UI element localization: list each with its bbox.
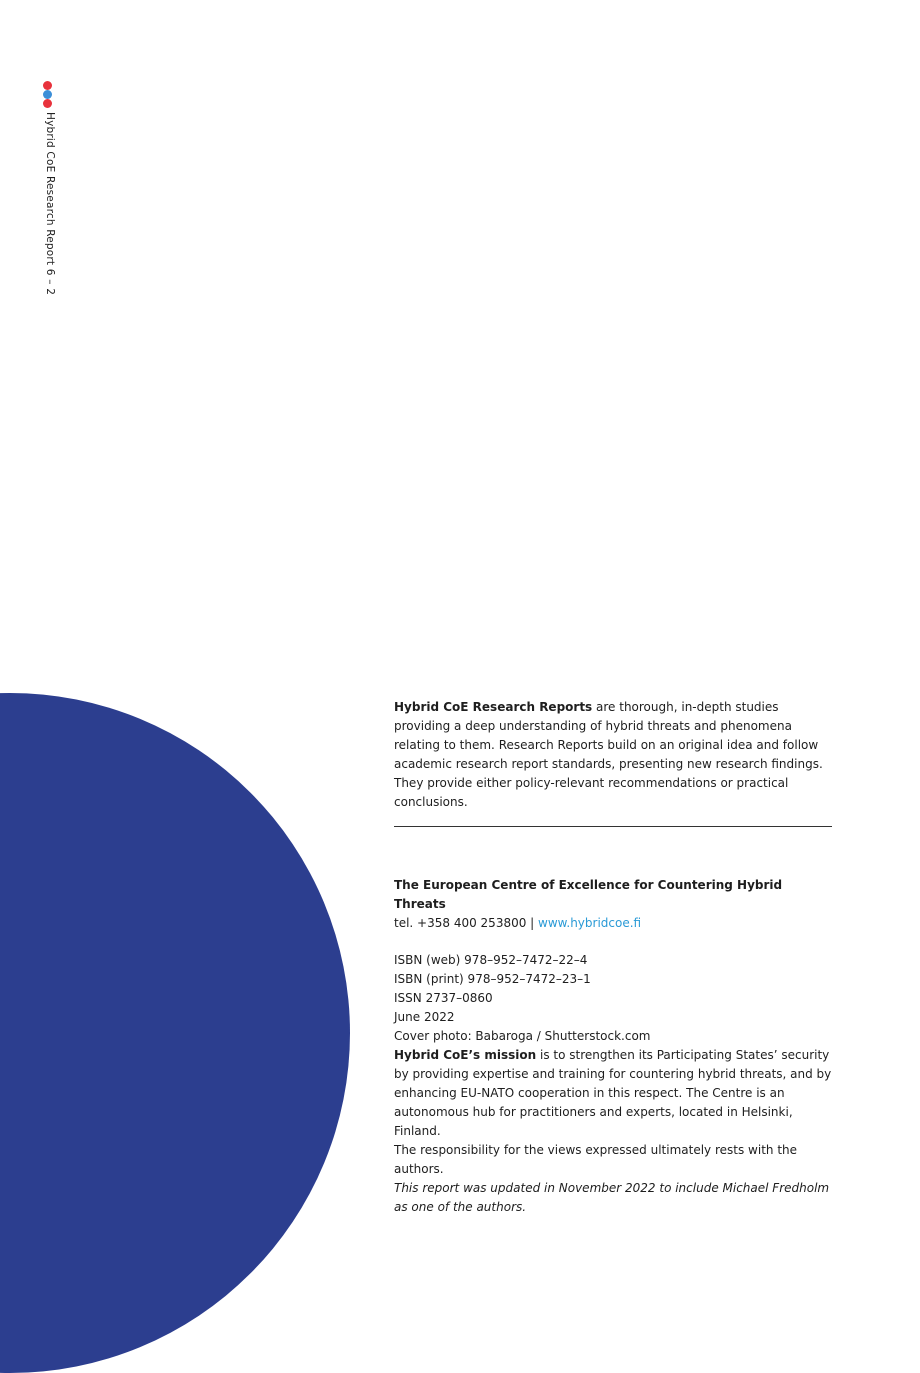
intro-paragraph bbox=[394, 698, 834, 812]
side-report-label: Hybrid CoE Research Report 6 – 2 bbox=[44, 112, 56, 296]
colophon bbox=[394, 698, 834, 1217]
responsibility-statement: The responsibility for the views expressed ultimately rests with the authors. bbox=[394, 1143, 798, 1176]
website-link[interactable]: www.hybridcoe.fi bbox=[538, 916, 642, 930]
cover-photo-credit: Cover photo: Babaroga / Shutterstock.com bbox=[394, 1029, 651, 1043]
mission-paragraph bbox=[394, 1046, 834, 1141]
update-note: This report was updated in November 2022 to include Michael Fredholm as one of the authors. bbox=[394, 1181, 830, 1214]
isbn-print: ISBN (print) 978–952–7472–23–1 bbox=[394, 972, 591, 986]
decorative-circle bbox=[0, 693, 350, 1373]
isbn-web: ISBN (web) 978–952–7472–22–4 bbox=[394, 953, 588, 967]
organization-name: The European Centre of Excellence for Countering Hybrid Threats bbox=[394, 878, 783, 911]
red-dot-icon bbox=[43, 81, 52, 90]
mission-text: is to strengthen its Participating States’ security by providing expertise and training for countering hybrid threats, and by enhancing EU-NATO cooperation in this respect. The Centre is an autonomous hub for practitioners and experts, located in Helsinki, Finland. bbox=[394, 1048, 832, 1138]
intro-text: are thorough, in-depth studies providing a deep understanding of hybrid threats and phenomena relating to them. Research Reports build on an original idea and follow academic research report standards, presenting new research findings. They provide either policy-relevant recommendations or practical conclusions. bbox=[394, 700, 823, 809]
mission-bold-lead: Hybrid CoE’s mission bbox=[394, 1048, 537, 1062]
divider bbox=[394, 826, 832, 827]
telephone: tel. +358 400 253800 | bbox=[394, 916, 539, 930]
contact-line bbox=[394, 914, 834, 933]
organization-block bbox=[394, 876, 834, 933]
blue-dot-icon bbox=[43, 90, 52, 99]
issn: ISSN 2737–0860 bbox=[394, 991, 493, 1005]
red-dot-icon bbox=[43, 99, 52, 108]
intro-bold-lead: Hybrid CoE Research Reports bbox=[394, 700, 593, 714]
publication-date: June 2022 bbox=[394, 1010, 455, 1024]
identifiers-block bbox=[394, 951, 834, 1008]
logo-dots bbox=[43, 81, 53, 108]
